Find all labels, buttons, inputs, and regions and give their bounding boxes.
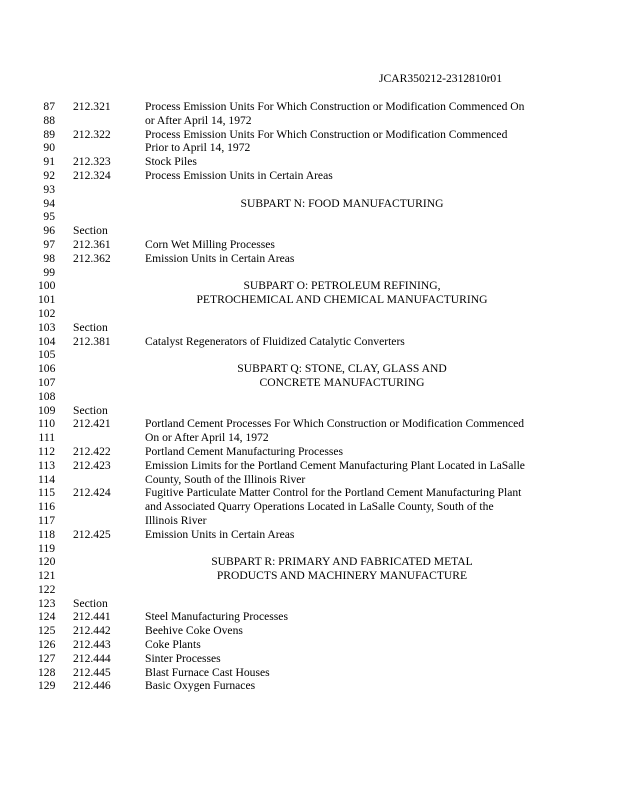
document-line (0, 141, 618, 155)
section-number: Section (73, 320, 108, 334)
line-number: 118 (38, 527, 55, 541)
line-number: 107 (38, 375, 56, 389)
section-number: 212.444 (73, 651, 111, 665)
section-title: Portland Cement Processes For Which Construction or Modification Commenced (145, 417, 525, 431)
document-line (0, 583, 618, 597)
line-number: 116 (38, 500, 55, 514)
line-number: 125 (38, 624, 56, 638)
line-number: 93 (43, 182, 55, 196)
section-title: Process Emission Units For Which Construction or Modification Commenced (145, 127, 508, 141)
document-line (0, 473, 618, 487)
section-title: Basic Oxygen Furnaces (145, 679, 256, 693)
document-line (0, 610, 618, 624)
document-line (0, 114, 618, 128)
section-title: Prior to April 14, 1972 (145, 141, 251, 155)
document-line (0, 224, 618, 238)
line-number: 120 (38, 555, 56, 569)
section-number: 212.446 (73, 679, 111, 693)
section-number: 212.321 (73, 100, 111, 113)
document-line (0, 169, 618, 183)
section-title: Emission Units in Certain Areas (145, 527, 295, 541)
line-number: 123 (38, 596, 56, 610)
document-line (0, 183, 618, 197)
line-number: 99 (43, 265, 55, 279)
document-line (0, 500, 618, 514)
line-number: 124 (38, 610, 56, 624)
section-number: 212.443 (73, 638, 111, 652)
document-line (0, 514, 618, 528)
document-line (0, 279, 618, 293)
line-number: 128 (38, 665, 56, 679)
document-line (0, 348, 618, 362)
document-line (0, 624, 618, 638)
section-title: or After April 14, 1972 (145, 113, 252, 127)
document-line (0, 486, 618, 500)
document-line (0, 555, 618, 569)
section-title: Process Emission Units For Which Construction or Modification Commenced On (145, 100, 525, 113)
line-number: 117 (38, 513, 55, 527)
section-number: 212.421 (73, 417, 111, 431)
section-title: Fugitive Particulate Matter Control for the Portland Cement Manufacturing Plant (145, 486, 522, 500)
section-number: Section (73, 224, 108, 238)
line-number: 110 (38, 417, 55, 431)
line-number: 104 (38, 334, 56, 348)
line-number: 127 (38, 651, 56, 665)
section-title: and Associated Quarry Operations Located in LaSalle County, South of the (145, 500, 494, 514)
document-line (0, 445, 618, 459)
document-line (0, 652, 618, 666)
section-title: Illinois River (145, 513, 207, 527)
section-number: 212.422 (73, 444, 111, 458)
document-line (0, 459, 618, 473)
document-line (0, 417, 618, 431)
subpart-heading: CONCRETE MANUFACTURING (259, 375, 425, 389)
line-number: 126 (38, 638, 56, 652)
section-title: Portland Cement Manufacturing Processes (145, 444, 344, 458)
line-number: 96 (43, 224, 55, 238)
section-title: Beehive Coke Ovens (145, 624, 243, 638)
subpart-heading: SUBPART R: PRIMARY AND FABRICATED METAL (211, 555, 473, 569)
section-number: 212.362 (73, 251, 111, 265)
line-number: 100 (38, 279, 56, 293)
document-line (0, 569, 618, 583)
subpart-heading: PETROCHEMICAL AND CHEMICAL MANUFACTURING (196, 293, 488, 307)
section-title: Catalyst Regenerators of Fluidized Catalytic Converters (145, 334, 405, 348)
line-number: 103 (38, 320, 56, 334)
line-number: 109 (38, 403, 56, 417)
line-number: 129 (38, 679, 56, 693)
line-number: 95 (43, 210, 55, 224)
subpart-heading: PRODUCTS AND MACHINERY MANUFACTURE (216, 569, 468, 583)
document-id-header: JCAR350212-2312810r01 (379, 72, 503, 85)
section-title: Steel Manufacturing Processes (145, 610, 288, 624)
document-line (0, 597, 618, 611)
section-number: 212.425 (73, 527, 111, 541)
document-body (0, 100, 618, 693)
document-line (0, 307, 618, 321)
document-line (0, 362, 618, 376)
section-number: Section (73, 596, 108, 610)
section-number: 212.322 (73, 127, 111, 141)
document-line (0, 238, 618, 252)
line-number: 87 (43, 100, 55, 113)
document-line (0, 679, 618, 693)
section-title: Coke Plants (145, 638, 201, 652)
line-number: 122 (38, 582, 56, 596)
line-number: 92 (43, 168, 55, 182)
section-number: 212.324 (73, 168, 111, 182)
section-number: 212.381 (73, 334, 111, 348)
line-number: 101 (38, 293, 56, 307)
line-number: 105 (38, 348, 56, 362)
document-line (0, 128, 618, 142)
line-number: 98 (43, 251, 55, 265)
line-number: 90 (43, 141, 55, 155)
section-title: Emission Units in Certain Areas (145, 251, 295, 265)
section-title: Blast Furnace Cast Houses (145, 665, 270, 679)
line-number: 111 (38, 431, 55, 445)
section-title: Corn Wet Milling Processes (145, 237, 275, 251)
document-line (0, 335, 618, 349)
document-line (0, 431, 618, 445)
line-number: 106 (38, 362, 56, 376)
document-line (0, 155, 618, 169)
document-line (0, 210, 618, 224)
subpart-heading: SUBPART Q: STONE, CLAY, GLASS AND (237, 362, 447, 376)
subpart-heading: SUBPART N: FOOD MANUFACTURING (240, 196, 444, 210)
document-line (0, 197, 618, 211)
section-title: On or After April 14, 1972 (145, 431, 269, 445)
section-title: County, South of the Illinois River (145, 472, 306, 486)
line-number: 121 (38, 569, 56, 583)
section-title: Process Emission Units in Certain Areas (145, 168, 333, 182)
document-line (0, 542, 618, 556)
document-line (0, 100, 618, 114)
line-number: 89 (43, 127, 55, 141)
section-number: Section (73, 403, 108, 417)
line-number: 88 (43, 113, 55, 127)
document-line (0, 376, 618, 390)
line-number: 108 (38, 389, 56, 403)
section-title: Stock Piles (145, 155, 197, 169)
line-number: 112 (38, 444, 55, 458)
line-number: 113 (38, 458, 55, 472)
section-number: 212.445 (73, 665, 111, 679)
document-line (0, 638, 618, 652)
section-number: 212.423 (73, 458, 111, 472)
document-line (0, 321, 618, 335)
section-number: 212.441 (73, 610, 111, 624)
document-line (0, 266, 618, 280)
subpart-heading: SUBPART O: PETROLEUM REFINING, (243, 279, 441, 293)
document-line (0, 252, 618, 266)
line-number: 97 (43, 237, 55, 251)
line-number: 119 (38, 541, 55, 555)
section-title: Emission Limits for the Portland Cement Manufacturing Plant Located in LaSalle (145, 458, 525, 472)
line-number: 115 (38, 486, 55, 500)
document-line (0, 390, 618, 404)
section-number: 212.424 (73, 486, 111, 500)
line-number: 91 (43, 155, 55, 169)
section-number: 212.323 (73, 155, 111, 169)
section-title: Sinter Processes (145, 651, 221, 665)
section-number: 212.361 (73, 237, 111, 251)
document-line (0, 666, 618, 680)
line-number: 114 (38, 472, 55, 486)
document-line (0, 404, 618, 418)
document-line (0, 528, 618, 542)
line-number: 94 (43, 196, 55, 210)
document-line (0, 293, 618, 307)
line-number: 102 (38, 306, 56, 320)
section-number: 212.442 (73, 624, 111, 638)
